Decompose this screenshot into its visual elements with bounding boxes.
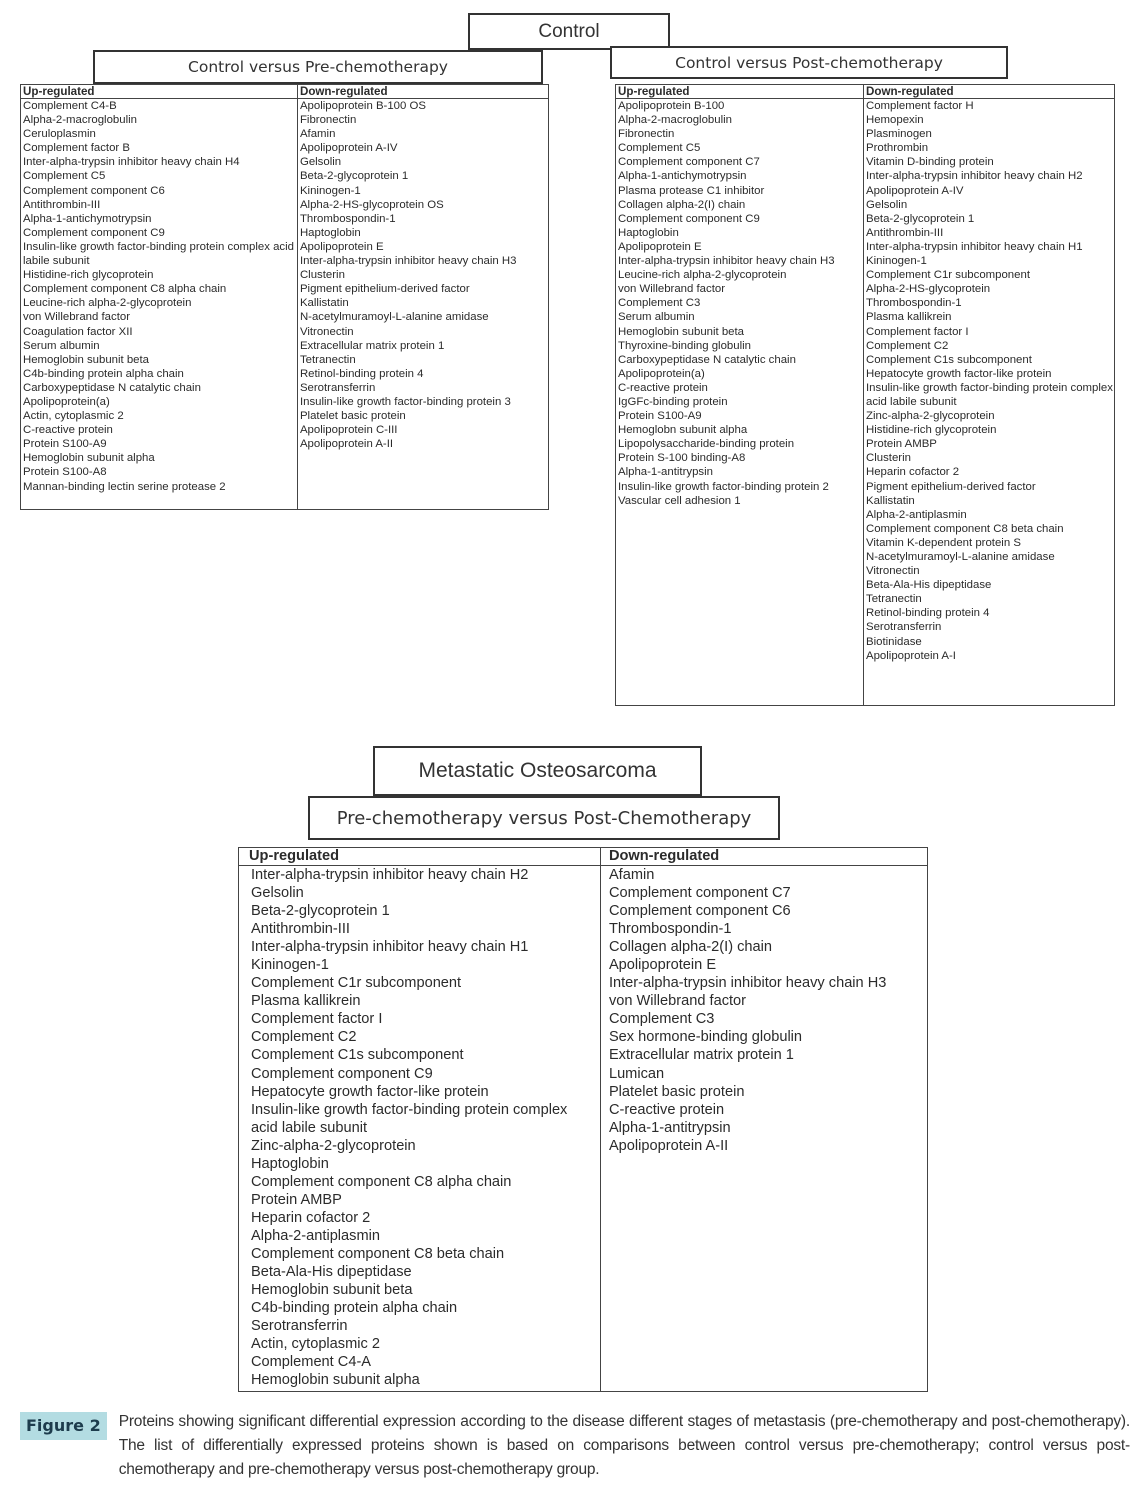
protein-item: Apolipoprotein A-IV	[866, 184, 964, 197]
protein-item: Actin, cytoplasmic 2	[23, 410, 124, 423]
protein-item: Prothrombin	[866, 142, 929, 155]
protein-item: Retinol-binding protein 4	[866, 607, 990, 620]
protein-item: Gelsolin	[299, 156, 342, 169]
protein-item: von Willebrand factor	[23, 311, 130, 324]
protein-item: Plasma kallikrein	[866, 311, 952, 324]
protein-item: Complement factor H	[866, 100, 974, 112]
up-regulated-list	[616, 99, 863, 508]
up-regulated-column	[239, 848, 600, 1391]
protein-item: C4b-binding protein alpha chain	[251, 1300, 458, 1317]
protein-item: Insulin-like growth factor-binding protein 2	[618, 480, 829, 493]
protein-item: Apolipoprotein E	[299, 240, 384, 253]
protein-item: Clusterin	[866, 452, 911, 465]
pre-vs-post-title-label: Pre-chemotherapy versus Post-Chemotherapy	[336, 807, 752, 829]
control-vs-pre-title-label: Control versus Pre-chemotherapy	[188, 58, 448, 76]
metastatic-osteosarcoma-label: Metastatic Osteosarcoma	[418, 759, 657, 782]
protein-item: Vitronectin	[866, 565, 920, 578]
protein-item: Antithrombin-III	[251, 921, 350, 938]
protein-item: Inter-alpha-trypsin inhibitor heavy chain H3	[299, 255, 517, 268]
protein-item: Beta-Ala-His dipeptidase	[866, 579, 992, 592]
protein-item: C4b-binding protein alpha chain	[23, 367, 184, 380]
protein-item: Alpha-2-antiplasmin	[866, 508, 967, 521]
down-regulated-list	[607, 866, 909, 1155]
protein-item: Antithrombin-III	[866, 226, 944, 239]
down-regulated-header: Down-regulated	[601, 848, 927, 866]
protein-item: Hepatocyte growth factor-like protein	[251, 1083, 489, 1100]
protein-item: Haptoglobin	[618, 226, 679, 239]
protein-item: Hemopexin	[866, 114, 924, 127]
metastatic-osteosarcoma-header	[373, 746, 702, 796]
control-header	[468, 13, 670, 50]
control-vs-post-title-label: Control versus Post-chemotherapy	[675, 53, 943, 72]
protein-item: Hemoglobin subunit alpha	[251, 1372, 420, 1389]
protein-item: Retinol-binding protein 4	[299, 367, 424, 380]
protein-item: Insulin-like growth factor-binding protein complex acid labile subunit	[23, 240, 294, 268]
protein-item: Complement factor I	[251, 1011, 383, 1028]
protein-item: Complement component C9	[251, 1065, 433, 1082]
control-header-label: Control	[538, 20, 600, 42]
protein-item: C-reactive protein	[618, 381, 708, 394]
protein-item: Thyroxine-binding globulin	[618, 339, 751, 352]
protein-item: N-acetylmuramoyl-L-alanine amidase	[866, 551, 1055, 563]
protein-item: Apolipoprotein B-100 OS	[299, 100, 426, 112]
control-vs-post-table	[615, 84, 1115, 706]
protein-item: Collagen alpha-2(I) chain	[608, 939, 773, 956]
protein-item: Fibronectin	[618, 128, 675, 141]
protein-item: Apolipoprotein A-I	[866, 649, 956, 662]
up-regulated-header: Up-regulated	[21, 85, 297, 99]
down-regulated-column	[600, 848, 927, 1391]
protein-item: Complement C1s subcomponent	[866, 353, 1032, 366]
protein-item: Leucine-rich alpha-2-glycoprotein	[23, 297, 192, 310]
protein-item: Tetranectin	[866, 593, 922, 606]
protein-item: Fibronectin	[299, 114, 357, 127]
protein-item: Complement C1s subcomponent	[251, 1047, 464, 1064]
protein-item: Complement factor I	[866, 325, 969, 338]
protein-item: Alpha-2-macroglobulin	[23, 114, 137, 127]
protein-item: Complement C5	[618, 142, 701, 155]
protein-item: Leucine-rich alpha-2-glycoprotein	[618, 269, 787, 282]
protein-item: Heparin cofactor 2	[251, 1209, 371, 1226]
protein-item: Beta-2-glycoprotein 1	[251, 903, 390, 920]
protein-item: Complement component C8 beta chain	[251, 1245, 505, 1262]
protein-item: Serum albumin	[618, 311, 695, 324]
protein-item: Alpha-1-antichymotrypsin	[618, 170, 747, 183]
protein-item: Vitamin K-dependent protein S	[866, 536, 1021, 549]
up-regulated-column	[616, 85, 863, 705]
protein-item: Plasma kallikrein	[251, 993, 361, 1010]
protein-item: Afamin	[299, 128, 336, 141]
protein-item: Coagulation factor XII	[23, 325, 133, 338]
down-regulated-list	[864, 99, 1114, 663]
protein-item: Tetranectin	[299, 353, 356, 366]
protein-item: Insulin-like growth factor-binding protein complex acid labile subunit	[251, 1101, 568, 1136]
protein-item: Afamin	[608, 867, 655, 883]
protein-item: Clusterin	[299, 269, 345, 282]
down-regulated-column	[297, 85, 548, 509]
protein-item: Thrombospondin-1	[299, 212, 396, 225]
protein-item: Complement component C9	[23, 226, 165, 239]
protein-item: Actin, cytoplasmic 2	[251, 1336, 380, 1353]
protein-item: IgGFc-binding protein	[618, 395, 728, 408]
protein-item: Serotransferrin	[299, 381, 376, 394]
protein-item: Complement C1r subcomponent	[866, 269, 1030, 282]
protein-item: Histidine-rich glycoprotein	[866, 424, 997, 437]
protein-item: Plasma protease C1 inhibitor	[618, 184, 765, 197]
protein-item: Protein S100-A9	[23, 438, 107, 451]
protein-item: Complement component C8 alpha chain	[251, 1173, 512, 1190]
protein-item: Alpha-1-antitrypsin	[618, 466, 713, 479]
protein-item: Vitamin D-binding protein	[866, 156, 994, 169]
protein-item: Gelsolin	[251, 885, 304, 902]
protein-item: Thrombospondin-1	[608, 921, 732, 938]
protein-item: Lipopolysaccharide-binding protein	[618, 438, 795, 451]
protein-item: Histidine-rich glycoprotein	[23, 269, 154, 282]
protein-item: C-reactive protein	[23, 424, 113, 437]
protein-item: Apolipoprotein A-II	[608, 1137, 729, 1154]
protein-item: Collagen alpha-2(I) chain	[618, 198, 746, 211]
protein-item: Vitronectin	[299, 325, 354, 338]
protein-item: Complement component C6	[23, 184, 165, 197]
protein-item: Inter-alpha-trypsin inhibitor heavy chain H4	[23, 156, 240, 169]
protein-item: Complement C2	[866, 339, 949, 352]
protein-item: Carboxypeptidase N catalytic chain	[618, 353, 796, 366]
protein-item: Zinc-alpha-2-glycoprotein	[251, 1137, 416, 1154]
protein-item: Insulin-like growth factor-binding protein complex acid labile subunit	[866, 381, 1113, 408]
protein-item: Apolipoprotein A-II	[299, 438, 394, 451]
protein-item: Hemoglobin subunit beta	[23, 353, 150, 366]
protein-item: Complement C5	[23, 170, 106, 183]
protein-item: Protein AMBP	[251, 1191, 342, 1208]
protein-item: Complement component C8 alpha chain	[23, 283, 227, 296]
protein-item: Serotransferrin	[866, 621, 942, 634]
protein-item: Alpha-1-antichymotrypsin	[23, 212, 152, 225]
protein-item: Kallistatin	[866, 494, 915, 507]
up-regulated-column	[21, 85, 297, 509]
protein-item: Insulin-like growth factor-binding protein 3	[299, 395, 511, 408]
protein-item: Complement C3	[608, 1011, 715, 1028]
protein-item: Beta-Ala-His dipeptidase	[251, 1264, 412, 1281]
control-vs-pre-table	[20, 84, 549, 510]
protein-item: Haptoglobin	[299, 226, 361, 239]
protein-item: Kininogen-1	[866, 255, 927, 268]
down-regulated-header: Down-regulated	[298, 85, 548, 99]
protein-item: Apolipoprotein A-IV	[299, 142, 398, 155]
control-vs-pre-title	[93, 50, 543, 84]
protein-item: Protein AMBP	[866, 438, 937, 451]
protein-item: Apolipoprotein E	[608, 957, 717, 974]
protein-item: Inter-alpha-trypsin inhibitor heavy chain H3	[608, 975, 887, 992]
protein-item: Kallistatin	[299, 297, 349, 310]
protein-item: Complement factor B	[23, 142, 130, 155]
protein-item: Complement component C7	[618, 156, 760, 169]
protein-item: Alpha-2-antiplasmin	[251, 1227, 380, 1244]
protein-item: von Willebrand factor	[608, 993, 747, 1010]
protein-item: Plasminogen	[866, 128, 932, 141]
protein-item: Pigment epithelium-derived factor	[299, 283, 470, 296]
figure-caption	[20, 1410, 1130, 1482]
up-regulated-header: Up-regulated	[239, 848, 600, 866]
protein-item: Ceruloplasmin	[23, 128, 96, 141]
protein-item: Antithrombin-III	[23, 198, 101, 211]
down-regulated-header: Down-regulated	[864, 85, 1114, 99]
protein-item: Complement component C6	[608, 903, 791, 920]
protein-item: Carboxypeptidase N catalytic chain	[23, 381, 201, 394]
control-vs-post-title	[610, 46, 1008, 79]
protein-item: Complement component C8 beta chain	[866, 522, 1064, 535]
protein-item: Alpha-2-HS-glycoprotein OS	[299, 198, 444, 211]
protein-item: Apolipoprotein C-III	[299, 424, 398, 437]
protein-item: Inter-alpha-trypsin inhibitor heavy chain H1	[866, 240, 1083, 253]
protein-item: Pigment epithelium-derived factor	[866, 480, 1036, 493]
protein-item: Haptoglobin	[251, 1155, 329, 1172]
protein-item: Kininogen-1	[299, 184, 361, 197]
protein-item: Mannan-binding lectin serine protease 2	[23, 480, 226, 493]
protein-item: Alpha-2-macroglobulin	[618, 114, 732, 127]
protein-item: Protein S100-A9	[618, 410, 702, 423]
protein-item: Hepatocyte growth factor-like protein	[866, 367, 1052, 380]
protein-item: Complement component C7	[608, 885, 791, 902]
protein-item: Zinc-alpha-2-glycoprotein	[866, 410, 995, 423]
up-regulated-list	[249, 866, 571, 1389]
protein-item: Apolipoprotein E	[618, 240, 702, 253]
protein-item: Apolipoprotein(a)	[618, 367, 705, 380]
protein-item: Complement C2	[251, 1029, 357, 1046]
protein-item: Protein S100-A8	[23, 466, 107, 479]
pre-vs-post-title	[308, 796, 780, 840]
down-regulated-column	[863, 85, 1114, 705]
protein-item: Serum albumin	[23, 339, 100, 352]
protein-item: Beta-2-glycoprotein 1	[299, 170, 409, 183]
protein-item: Serotransferrin	[251, 1318, 348, 1335]
figure-label: Figure 2	[20, 1412, 107, 1440]
protein-item: Complement C3	[618, 297, 701, 310]
protein-item: Hemoglobin subunit alpha	[23, 452, 155, 465]
protein-item: Protein S-100 binding-A8	[618, 452, 746, 465]
protein-item: Apolipoprotein B-100	[618, 100, 725, 112]
protein-item: Sex hormone-binding globulin	[608, 1029, 803, 1046]
protein-item: Vascular cell adhesion 1	[618, 494, 741, 507]
caption-text: Proteins showing significant differential expression according to the disease different stages of metastasis (pre-chemotherapy and post-chemotherapy). The list of differentially expressed proteins shown is based on comparisons between control versus pre-chemotherapy; control versus post-chemotherapy and pre-chemotherapy versus post-chemotherapy group.	[118, 1413, 1130, 1478]
protein-item: Thrombospondin-1	[866, 297, 962, 310]
pre-vs-post-table	[238, 847, 928, 1392]
protein-item: Complement component C9	[618, 212, 760, 225]
protein-item: Biotinidase	[866, 635, 922, 648]
protein-item: Inter-alpha-trypsin inhibitor heavy chain H1	[251, 939, 529, 956]
protein-item: Alpha-2-HS-glycoprotein	[866, 283, 991, 296]
protein-item: N-acetylmuramoyl-L-alanine amidase	[299, 311, 489, 324]
protein-item: Inter-alpha-trypsin inhibitor heavy chain H2	[251, 867, 529, 883]
protein-item: Heparin cofactor 2	[866, 466, 960, 479]
protein-item: Beta-2-glycoprotein 1	[866, 212, 975, 225]
protein-item: Inter-alpha-trypsin inhibitor heavy chain H3	[618, 255, 835, 268]
protein-item: Extracellular matrix protein 1	[299, 339, 445, 352]
protein-item: Platelet basic protein	[608, 1083, 745, 1100]
protein-item: Complement C1r subcomponent	[251, 975, 462, 992]
down-regulated-list	[298, 99, 548, 451]
protein-item: von Willebrand factor	[618, 283, 725, 296]
protein-item: Kininogen-1	[251, 957, 329, 974]
protein-item: Complement C4-B	[23, 100, 117, 112]
up-regulated-list	[21, 99, 297, 494]
protein-item: C-reactive protein	[608, 1101, 725, 1118]
protein-item: Alpha-1-antitrypsin	[608, 1119, 731, 1136]
up-regulated-header: Up-regulated	[616, 85, 863, 99]
protein-item: Hemoglobn subunit alpha	[618, 424, 748, 437]
protein-item: Apolipoprotein(a)	[23, 395, 110, 408]
protein-item: Lumican	[608, 1065, 665, 1082]
protein-item: Complement C4-A	[251, 1354, 372, 1371]
protein-item: Gelsolin	[866, 198, 908, 211]
protein-item: Extracellular matrix protein 1	[608, 1047, 794, 1064]
protein-item: Hemoglobin subunit beta	[251, 1282, 413, 1299]
protein-item: Inter-alpha-trypsin inhibitor heavy chain H2	[866, 170, 1083, 183]
protein-item: Platelet basic protein	[299, 410, 406, 423]
protein-item: Hemoglobin subunit beta	[618, 325, 745, 338]
